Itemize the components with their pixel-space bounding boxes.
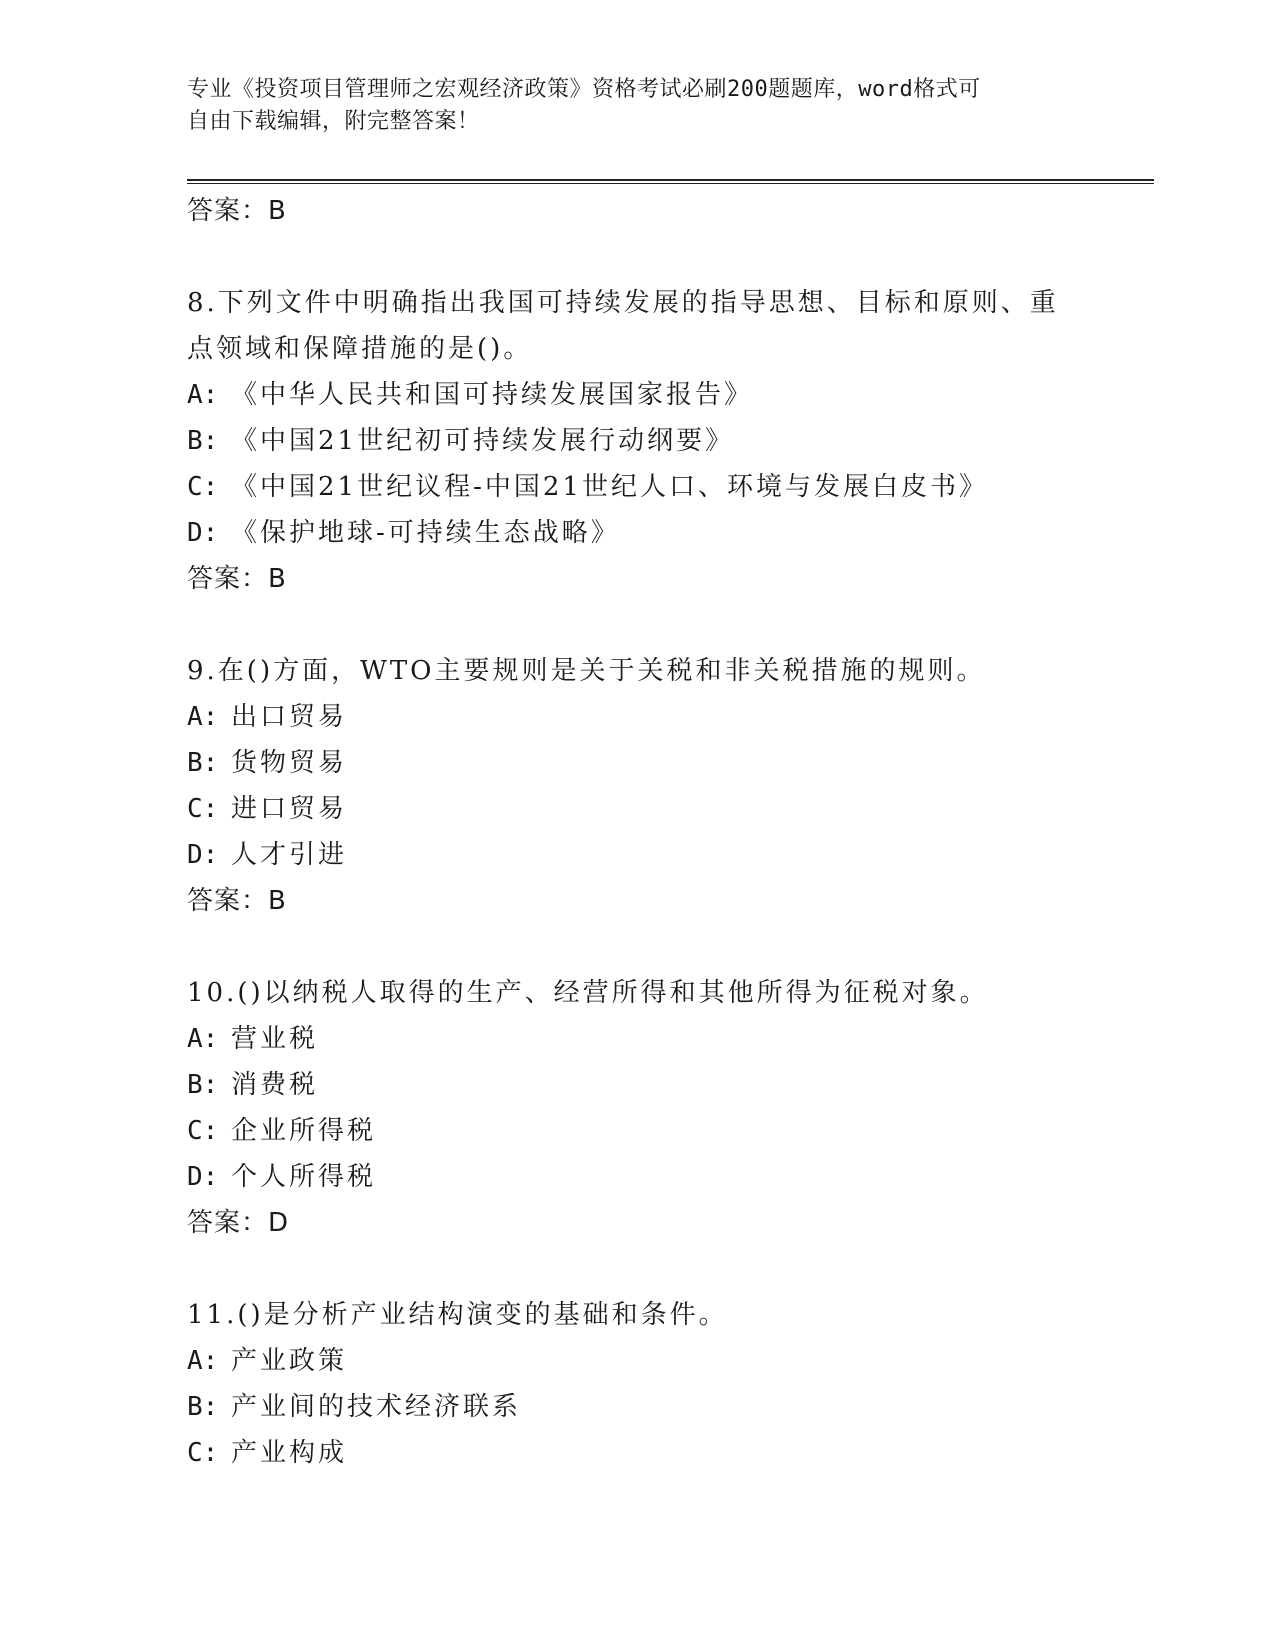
- answer-line: 答案：B: [187, 886, 287, 916]
- question-11: [187, 1292, 1147, 1476]
- option-text: 货物贸易: [231, 748, 348, 778]
- option-letter: B:: [187, 748, 219, 778]
- option-c: [187, 1108, 1147, 1154]
- option-letter: D:: [187, 840, 219, 870]
- option-text: 消费税: [231, 1070, 319, 1100]
- option-text: 《中国21世纪初可持续发展行动纲要》: [231, 426, 735, 456]
- option-a: [187, 1338, 1147, 1384]
- option-text: 《中国21世纪议程-中国21世纪人口、环境与发展白皮书》: [231, 472, 988, 502]
- option-letter: C:: [187, 1438, 219, 1468]
- option-c: [187, 464, 1147, 510]
- spacer: [187, 234, 1147, 280]
- option-text: 出口贸易: [231, 702, 348, 732]
- question-10: [187, 970, 1147, 1246]
- question-8: [187, 280, 1147, 602]
- header-divider: [187, 179, 1154, 184]
- option-a: [187, 1016, 1147, 1062]
- answer-line: 答案：B: [187, 564, 287, 594]
- option-text: 《保护地球-可持续生态战略》: [231, 518, 620, 548]
- option-c: [187, 1430, 1147, 1476]
- question-9: [187, 648, 1147, 924]
- option-d: [187, 1154, 1147, 1200]
- option-text: 产业构成: [231, 1438, 348, 1468]
- question-stem: 10.()以纳税人取得的生产、经营所得和其他所得为征税对象。: [187, 978, 989, 1008]
- option-letter: C:: [187, 472, 219, 502]
- question-stem: 8.下列文件中明确指出我国可持续发展的指导思想、目标和原则、重: [187, 288, 1059, 318]
- option-text: 人才引进: [231, 840, 348, 870]
- option-a: [187, 372, 1147, 418]
- header-note-line-1: 专业《投资项目管理师之宏观经济政策》资格考试必刷200题题库，word格式可: [187, 77, 981, 102]
- option-b: [187, 1062, 1147, 1108]
- option-text: 企业所得税: [231, 1116, 377, 1146]
- option-c: [187, 786, 1147, 832]
- question-stem-continued: 点领域和保障措施的是()。: [187, 334, 533, 364]
- option-text: 产业政策: [231, 1346, 348, 1376]
- option-letter: B:: [187, 1070, 219, 1100]
- option-text: 个人所得税: [231, 1162, 377, 1192]
- option-letter: C:: [187, 1116, 219, 1146]
- option-letter: B:: [187, 426, 219, 456]
- option-letter: C:: [187, 794, 219, 824]
- option-letter: B:: [187, 1392, 219, 1422]
- spacer: [187, 602, 1147, 648]
- question-stem: 9.在()方面，WTO主要规则是关于关税和非关税措施的规则。: [187, 656, 986, 686]
- spacer: [187, 924, 1147, 970]
- option-letter: A:: [187, 702, 219, 732]
- question-list: [187, 188, 1147, 1476]
- option-text: 营业税: [231, 1024, 319, 1054]
- answer-line: 答案：B: [187, 196, 287, 226]
- option-letter: A:: [187, 1346, 219, 1376]
- option-text: 《中华人民共和国可持续发展国家报告》: [231, 380, 754, 410]
- option-letter: A:: [187, 380, 219, 410]
- option-letter: A:: [187, 1024, 219, 1054]
- header-note-line-2: 自由下载编辑，附完整答案！: [187, 109, 480, 134]
- option-d: [187, 510, 1147, 556]
- option-b: [187, 740, 1147, 786]
- option-b: [187, 418, 1147, 464]
- option-text: 进口贸易: [231, 794, 348, 824]
- option-b: [187, 1384, 1147, 1430]
- question-stem: 11.()是分析产业结构演变的基础和条件。: [187, 1300, 728, 1330]
- answer-line: 答案：D: [187, 1208, 290, 1238]
- option-letter: D:: [187, 1162, 219, 1192]
- option-a: [187, 694, 1147, 740]
- option-letter: D:: [187, 518, 219, 548]
- option-d: [187, 832, 1147, 878]
- option-text: 产业间的技术经济联系: [231, 1392, 522, 1422]
- spacer: [187, 1246, 1147, 1292]
- header-note: [187, 74, 1087, 138]
